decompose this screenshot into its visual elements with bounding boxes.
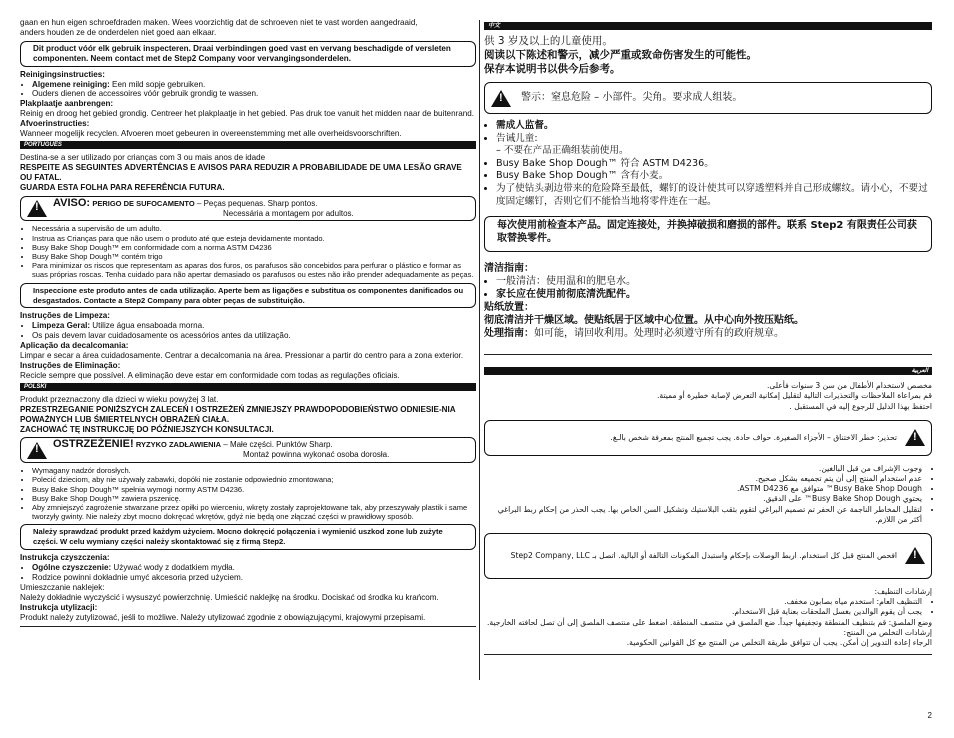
list-item: – 不要在产品正确组装前使用。 xyxy=(496,145,629,157)
chinese-warning-heading: 阅读以下陈述和警示，减少严重或致命伤害发生的可能性。 xyxy=(484,49,757,61)
portuguese-section-bar xyxy=(20,141,476,149)
aviso-text: – Peças pequenas. Sharp pontos. xyxy=(194,198,318,208)
aviso-sub: PERIGO DE SUFOCAMENTO xyxy=(92,198,195,208)
page-number: 2 xyxy=(927,711,932,720)
chinese-clean-list xyxy=(484,275,932,301)
list-item: • Instrua as Crianças para que não usem o produto até que esteja devidamente montado. xyxy=(32,234,476,243)
polish-keep-notice: ZACHOWAĆ TĘ INSTRUKCJĘ DO PÓŹNIEJSZYCH KONSULTACJI. xyxy=(20,424,274,434)
polish-age: Produkt przeznaczony dla dzieci w wieku powyżej 3 lat. xyxy=(20,394,219,404)
list-item: • Busy Bake Shop Dough™ متوافق مع ASTM D4236. xyxy=(484,484,922,494)
list-item: • يجب أن يقوم الوالدين بغسل الملحقات بعناية قبل الاستخدام. xyxy=(484,607,922,617)
left-column xyxy=(20,18,476,738)
arabic-inspect-box xyxy=(484,533,932,579)
section-divider xyxy=(20,626,476,627)
list-item: • يحتوي Busy Bake Shop Dough™ على الدقيق. xyxy=(484,494,922,504)
list-item: • Aby zmniejszyć zagrożenie stwarzane przez opiłki po wierceniu, wkręty zostały zaprojektowane tak, aby przeszywały plastik i same tworzyły gwinty. Nie należy zbyt mocno dokręcać wkrętów, gdyż nie będą one złączać części w prawidłowy sposób. xyxy=(32,503,476,521)
polish-bullets xyxy=(20,466,476,521)
list-item: • Os pais devem lavar cuidadosamente os acessórios antes da utilização. xyxy=(32,331,476,341)
dutch-clean-list xyxy=(20,80,476,100)
list-item: • 一般清洁：使用温和的肥皂水。 xyxy=(496,275,932,288)
chinese-decal-heading: 贴纸放置： xyxy=(484,302,534,314)
dutch-decal-text: Reinig en droog het gebied grondig. Centreer het plakplaatje in het gebied. Pas druk toe vanuit het midden naar de buitenrand. xyxy=(20,109,475,119)
aviso-label: AVISO: xyxy=(53,196,91,209)
arabic-section-bar xyxy=(484,367,932,375)
list-item: • Ogólne czyszczenie: Używać wody z dodatkiem mydła. xyxy=(32,563,476,573)
arabic-decal-text: وضع الملصق: قم بتنظيف المنطقة وتجفيفها جيداً. ضع الملصق في منتصف المنطقة. اضغط على منتصف الملصق إلى أن تصل لحافته الخارجية. xyxy=(487,617,932,627)
chinese-warning-text: 警示：窒息危险 – 小部件。尖角。要求成人组装。 xyxy=(521,92,743,103)
portuguese-inspect-box: Inspeccione este produto antes de cada utilização. Aperte bem as ligações e substitua os componentes danificados ou desgastados. Contacte a Step2 Company para obter peças de substituição. xyxy=(20,283,476,309)
portuguese-decal-heading: Aplicação da decalcomania: xyxy=(20,341,129,351)
arabic-warning-heading: قم بمراعاة الملاحظات والتحذيرات التالية لتقليل إمكانية التعرض لإصابة خطيرة أو مميتة. xyxy=(656,391,932,401)
list-item: • Polecić dzieciom, aby nie używały zabawki, dopóki nie zostanie odpowiednio zmontowana; xyxy=(32,475,476,484)
portuguese-bullets xyxy=(20,224,476,279)
list-item: • 需成人监督。 xyxy=(496,120,932,133)
list-item: • لتقليل المخاطر الناجمة عن الحفر تم تصميم البراغي لتقوم بثقب البلاستيك وتشكيل السن الخاص بها. يجب الحذر من إحكام ربط البراغي أكثر من اللازم. xyxy=(484,505,922,525)
arabic-disposal-heading: إرشادات التخلص من المنتج: xyxy=(843,627,932,637)
ostrzezenie-sub: RYZYKO ZADŁAWIENIA xyxy=(135,440,222,450)
list-item: • Para minimizar os riscos que representam as aparas dos furos, os parafusos são concebidos para perfurar o plástico e formar as suas próprias roscas. Tenha cuidado para não apertar demasiado os parafusos ou estes não irão prender adequadamente as peças. xyxy=(32,261,476,279)
portuguese-warning-heading: RESPEITE AS SEGUINTES ADVERTÊNCIAS E AVISOS PARA REDUZIR A PROBABILIDADE DE UMA LESÃO GRAVE OU FATAL. xyxy=(20,162,462,182)
warning-triangle-icon: ! xyxy=(905,429,925,446)
warning-triangle-icon: ! xyxy=(905,547,925,564)
portuguese-decal-text: Limpar e secar a área cuidadosamente. Centrar a decalcomania na área. Pressionar a partir do centro para a zona exterior. xyxy=(20,351,464,361)
ostrzezenie-text: – Małe części. Punktów Sharp. xyxy=(221,440,333,450)
warning-triangle-icon: ! xyxy=(491,90,511,107)
dutch-intro-line1: gaan en hun eigen schroefdraden maken. Wees voorzichtig dat de schroeven niet te vast worden aangedraaid, xyxy=(20,18,418,27)
list-item: • 告诫儿童: xyxy=(496,133,932,146)
portuguese-warning-box xyxy=(20,196,476,222)
arabic-bullets xyxy=(484,464,932,525)
portuguese-tag: PORTUGUÊS xyxy=(20,141,66,149)
dutch-decal-heading: Plakplaatje aanbrengen: xyxy=(20,99,114,109)
list-item: • 家长应在使用前彻底清洗配件。 xyxy=(496,288,932,301)
ostrzezenie-label: OSTRZEŻENIE! xyxy=(53,438,134,451)
section-divider xyxy=(484,654,932,655)
polish-disposal-text: Produkt należy zutylizować, jeśli to możliwe. Należy utylizować zgodnie z obowiązującymi, krajowymi przepisami. xyxy=(20,612,426,622)
chinese-tag: 中文 xyxy=(484,22,504,30)
chinese-clean-heading: 清洁指南： xyxy=(484,263,534,275)
chinese-section-bar xyxy=(484,22,932,30)
portuguese-clean-heading: Instruções de Limpeza: xyxy=(20,311,110,321)
list-item: • Ouders dienen de accessoires vóór gebruik grondig te wassen. xyxy=(32,89,476,99)
polish-warning-box xyxy=(20,437,476,463)
column-divider xyxy=(479,20,480,680)
ostrzezenie-text2: Montaż powinna wykonać osoba dorosła. xyxy=(243,450,390,460)
polish-tag: POLSKI xyxy=(20,383,50,391)
chinese-disposal-line: 处理指南：如可能，请回收利用。处理时必须遵守所有的政府规章。 xyxy=(484,328,784,340)
portuguese-keep-notice: GUARDA ESTA FOLHA PARA REFERÊNCIA FUTURA. xyxy=(20,182,225,192)
right-column xyxy=(484,20,932,738)
polish-clean-heading: Instrukcja czyszczenia: xyxy=(20,553,110,563)
polish-decal-heading: Umieszczanie naklejek: xyxy=(20,582,105,592)
section-divider xyxy=(484,354,932,355)
arabic-tag: العربية xyxy=(908,367,932,375)
list-item: • Rodzice powinni dokładnie umyć akcesoria przed użyciem. xyxy=(32,573,476,583)
chinese-bullets xyxy=(484,120,932,208)
portuguese-disposal-heading: Instruções de Eliminação: xyxy=(20,360,121,370)
list-item: • وجوب الإشراف من قبل البالغين. xyxy=(484,464,922,474)
arabic-disposal-text: الرجاء إعادة التدوير إن أمكن. يجب أن تتوافق طريقة التخلص من المنتج مع كل القوانين الحكومية. xyxy=(626,638,932,647)
chinese-decal-text: 彻底清洁并干燥区域。使贴纸居于区域中心位置。从中心向外按压贴纸。 xyxy=(484,315,804,327)
list-item: • Busy Bake Shop Dough™ 符合 ASTM D4236。 xyxy=(496,158,932,171)
list-item: • Necessária a supervisão de um adulto. xyxy=(32,224,476,233)
chinese-warning-box xyxy=(484,82,932,114)
arabic-keep-notice: احتفظ بهذا الدليل للرجوع إليه في المستقبل . xyxy=(789,401,932,411)
arabic-inspect-text: افحص المنتج قبل كل استخدام. اربط الوصلات بإحكام واستبدل المكونات التالفة أو البالية. اتصل بـ Step2 Company, LLC xyxy=(510,550,897,560)
list-item: • Busy Bake Shop Dough™ zawiera pszenicę. xyxy=(32,494,476,503)
polish-inspect-box: Należy sprawdzać produkt przed każdym użyciem. Mocno dokręcić połączenia i wymienić uszkod zone lub zużyte części. W celu wymiany części należy skontaktować się z firmą Step2. xyxy=(20,524,476,550)
warning-triangle-icon: ! xyxy=(27,200,47,217)
arabic-age: مخصص لاستخدام الأطفال من سن 3 سنوات فأعلى. xyxy=(766,381,932,391)
list-item: • التنظيف العام: استخدم مياه بصابون مخفف. xyxy=(484,597,922,607)
dutch-disposal-text: Wanneer mogelijk recyclen. Afvoeren moet gebeuren in overeenstemming met alle overheidsvoorschriften. xyxy=(20,129,402,139)
list-item: • Busy Bake Shop Dough™ spełnia wymogi normy ASTM D4236. xyxy=(32,485,476,494)
dutch-intro-line2: anders houden ze de onderdelen niet goed aan elkaar. xyxy=(20,27,217,37)
polish-clean-list xyxy=(20,563,476,583)
list-item: • عدم استخدام المنتج إلى أن يتم تجميعه بشكل صحيح. xyxy=(484,474,922,484)
list-item: • Wymagany nadzór dorosłych. xyxy=(32,466,476,475)
list-item: • Busy Bake Shop Dough™ 含有小麦。 xyxy=(496,170,932,183)
arabic-warning-text: تحذير: خطر الاختناق – الأجزاء الصغيرة. حواف حادة. يجب تجميع المنتج بمعرفة شخص بالـغ. xyxy=(610,432,897,442)
portuguese-clean-list xyxy=(20,321,476,341)
dutch-inspect-box: Dit product vóór elk gebruik inspecteren. Draai verbindingen goed vast en vervang beschadigde of versleten componenten. Neem contact met de Step2 Company voor vervangingsonderdelen. xyxy=(20,41,476,67)
chinese-keep-notice: 保存本说明书以供今后参考。 xyxy=(484,63,621,75)
list-item: • Algemene reiniging: Een mild sopje gebruiken. xyxy=(32,80,476,90)
polish-decal-text: Należy dokładnie wyczyścić i wysuszyć powierzchnię. Umieścić naklejkę na środku. Dociskać od środka ku krańcom. xyxy=(20,592,439,602)
arabic-warning-box xyxy=(484,420,932,456)
arabic-clean-list xyxy=(484,597,932,617)
dutch-clean-heading: Reinigingsinstructies: xyxy=(20,69,105,79)
warning-triangle-icon: ! xyxy=(27,442,47,459)
arabic-clean-heading: إرشادات التنظيف: xyxy=(874,586,932,596)
polish-disposal-heading: Instrukcja utylizacji: xyxy=(20,602,98,612)
portuguese-disposal-text: Recicle sempre que possível. A eliminação deve estar em conformidade com todas as regulações oficiais. xyxy=(20,370,400,380)
list-item: • 为了使钻头剥边带来的危险降至最低，螺钉的设计使其可以穿透塑料并自己形成螺纹。请小心，不要过度固定螺钉，否则它们不能恰当地将零件连在一起。 xyxy=(496,183,932,208)
list-item: • Limpeza Geral: Utilize água ensaboada morna. xyxy=(32,321,476,331)
polish-warning-heading: PRZESTRZEGANIE PONIŻSZYCH ZALECEŃ I OSTRZEŻEŃ ZMNIEJSZY PRAWDOPODOBIEŃSTWO ODNIESIE-NIA POWAŻNYCH LUB ŚMIERTELNYCH OBRAŻEŃ CIAŁA. xyxy=(20,404,456,424)
portuguese-age: Destina-se a ser utilizado por crianças com 3 ou mais anos de idade xyxy=(20,152,266,162)
list-item: • Busy Bake Shop Dough™ em conformidade com a norma ASTM D4236 xyxy=(32,243,476,252)
aviso-text2: Necessária a montagem por adultos. xyxy=(223,208,354,218)
dutch-disposal-heading: Afvoerinstructies: xyxy=(20,119,90,129)
chinese-age: 供 3 岁及以上的儿童使用。 xyxy=(484,35,613,47)
list-item: • Busy Bake Shop Dough™ contém trigo xyxy=(32,252,476,261)
chinese-inspect-box: 每次使用前检查本产品。固定连接处，并换掉破损和磨损的部件。联系 Step2 有限责任公司获取替换零件。 xyxy=(484,216,932,252)
polish-section-bar xyxy=(20,383,476,391)
